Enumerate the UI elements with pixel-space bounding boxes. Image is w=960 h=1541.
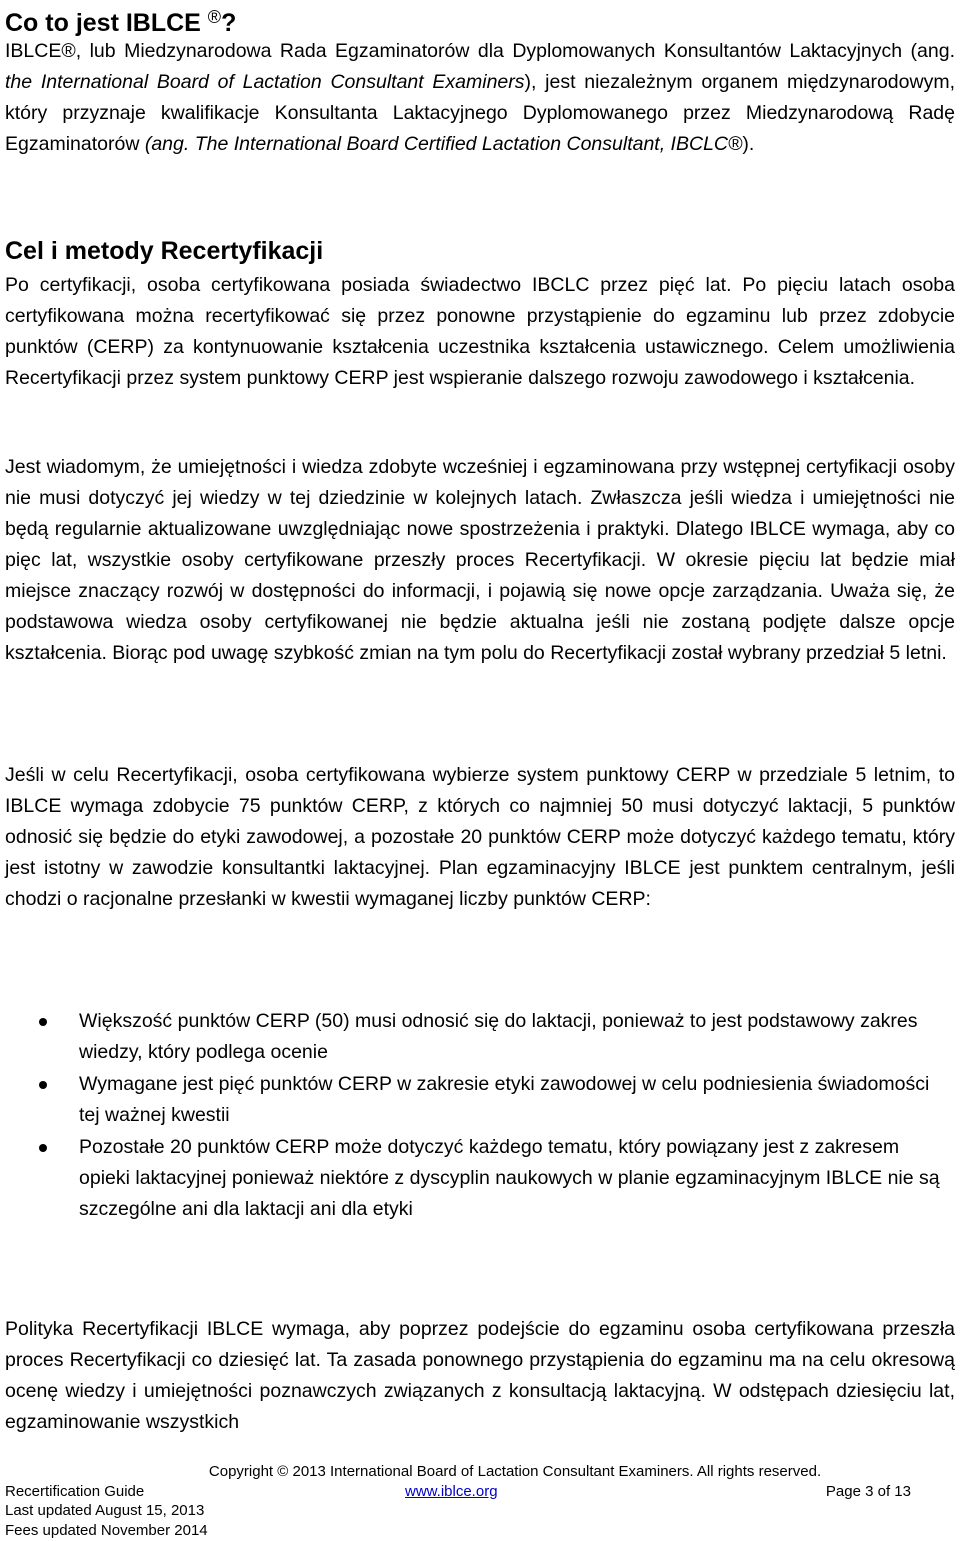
policy-paragraph: Polityka Recertyfikacji IBLCE wymaga, aby poprzez podejście do egzaminu osoba certyfikowana przeszła proces Recertyfikacji co dziesięć lat. Ta zasada ponownego przystąpienia do egzaminu ma na celu okresową ocenę wiedzy i umiejętności poznawczych związanych z konsultacją laktacyjną. W odstępach dziesięciu lat, egzaminowanie wszystkich [5,1318,955,1433]
title-text: Co to jest IBLCE [5,9,201,37]
cerp-paragraph: Jeśli w celu Recertyfikacji, osoba certyfikowana wybierze system punktowy CERP w przedziale 5 letnim, to IBLCE wymaga zdobycie 75 punktów CERP, z których co najmniej 50 musi dotyczyć laktacji, 5 punktów odnosić się będzie do etyki zawodowej, a pozostałe 20 punktów CERP może dotyczyć każdego tematu, który jest istotny w zawodzie konsultantki laktacyjnej. Plan egzaminacyjny IBLCE jest punktem centralnym, jeśli chodzi o racjonalne przesłanki w kwestii wymaganej liczby punktów CERP: [5,764,955,910]
copyright-notice: Copyright © 2013 International Board of Lactation Consultant Examiners. All rights reserved. [208,1463,822,1480]
cerp-bullet-list [5,1006,955,1226]
list-item: Większość punktów CERP (50) musi odnosić się do laktacji, ponieważ to jest podstawowy zakres wiedzy, który podlega ocenie [5,1006,955,1068]
registered-mark: ® [207,7,222,27]
bullet-icon [39,1081,47,1089]
intro-paragraph: IBLCE®, lub Miedzynarodowa Rada Egzaminatorów dla Dyplomowanych Konsultantów Laktacyjnych (ang. the International Board of Lactation Consultant Examiners), jest niezależnym organem międzynarodowym, który przyznaje kwalifikacje Konsultanta Laktacyjnego Dyplomowanego przez Miedzynarodową Radę Egzaminatorów (ang. The International Board Certified Lactation Consultant, IBCLC®). [5,40,955,155]
page-footer [5,1462,955,1540]
bullet-icon [39,1018,47,1026]
page-title [5,0,236,40]
list-item: Pozostałe 20 punktów CERP może dotyczyć każdego tematu, który powiązany jest z zakresem opieki laktacyjnej ponieważ niektóre z dyscyplin naukowych w planie egzaminacyjnym IBLCE nie są szczególne ani dla laktacji ani dla etyki [5,1132,955,1225]
last-updated: Last updated August 15, 2013 [5,1502,205,1519]
recertification-purpose-paragraph: Po certyfikacji, osoba certyfikowana posiada świadectwo IBCLC przez pięć lat. Po pięciu latach osoba certyfikowana można recertyfikować się przez ponowne przystąpienie do egzaminu lub przez zdobycie punktów (CERP) za kontynuowanie kształcenia uczestnika kształcenia ustawicznego. Celem umożliwienia Recertyfikacji przez system punktowy CERP jest wspieranie dalszego rozwoju zawodowego i kształcenia. [5,274,955,389]
fees-updated: Fees updated November 2014 [5,1521,208,1539]
guide-name: Recertification Guide [5,1482,145,1500]
knowledge-paragraph: Jest wiadomym, że umiejętności i wiedza zdobyte wcześniej i egzaminowana przy wstępnej certyfikacji osoby nie musi dotyczyć jej wiedzy w tej dziedzinie w kolejnych latach. Zwłaszcza jeśli wiedza i umiejętności nie będą regularnie aktualizowane uwzględniając nowe spostrzeżenia i praktyki. Dlatego IBLCE wymaga, aby co pięc lat, wszystkie osoby certyfikowane przeszły proces Recertyfikacji. W okresie pięciu lat będzie miał miejsce znaczący rozwój w dostępności do informacji, i pojawią się nowe opcje zarządzania. Uważa się, że podstawowa wiedza osoby certyfikowanej nie będzie aktualna jeśli nie zostaną podjęte dalsze opcje kształcenia. Biorąc pod uwagę szybkość zmian na tym polu do Recertyfikacji został wybrany przedział 5 letni. [5,456,955,664]
website-link[interactable]: www.iblce.org [405,1482,498,1500]
bullet-icon [39,1144,47,1152]
title-tail: ? [221,9,237,37]
section-heading: Cel i metody Recertyfikacji [5,237,324,265]
list-item: Wymagane jest pięć punktów CERP w zakresie etyki zawodowej w celu podniesienia świadomości tej ważnej kwestii [5,1069,955,1131]
page-number: Page 3 of 13 [825,1482,911,1500]
